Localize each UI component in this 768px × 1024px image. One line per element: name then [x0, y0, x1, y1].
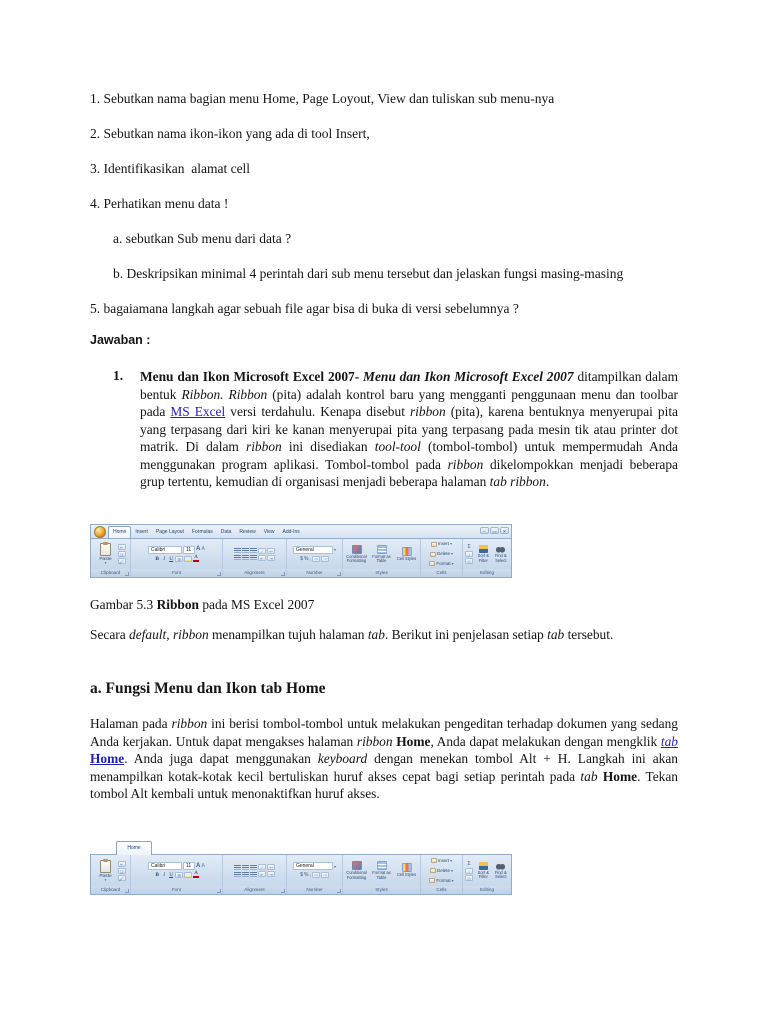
align-center-icon: [242, 555, 249, 560]
sort-filter-label: Sort & Filter: [477, 869, 489, 879]
text-run: Home: [602, 768, 638, 784]
styles-group: [343, 539, 421, 577]
shrink-font-icon: A: [201, 862, 205, 869]
align-bottom-icon: [250, 865, 257, 870]
document-hyperlink[interactable]: tab: [660, 733, 678, 749]
text-run: Ribbon: [156, 597, 199, 612]
clipboard-small-buttons: [118, 861, 126, 881]
find-select-icon: [496, 545, 505, 553]
delete-cells-button: [430, 866, 453, 875]
font-color-icon: A: [194, 554, 198, 560]
find-select-label: Find & Select: [494, 553, 507, 563]
home-tab-paragraph: [90, 715, 678, 803]
section-heading: a. Fungsi Menu dan Ikon tab Home: [90, 680, 326, 697]
tab-home: Home: [108, 526, 131, 538]
text-run: Halaman pada: [90, 716, 172, 731]
text-run: (pita), karena bentuknya menyerupai pita yang terpasang dari kiri ke kanan menyerupai pita yang terpasang pada mesin tik atau printer dot matrik. Di dalam: [140, 404, 678, 454]
chevron-down-icon: ▾: [451, 551, 454, 556]
fill-icon: ↓: [465, 868, 473, 874]
text-run: ditampilkan dalam bentuk: [140, 369, 678, 402]
cell-styles-label: Cell Styles: [396, 555, 417, 561]
alignment-group-label: Alignment: [223, 886, 286, 894]
ribbon-body: [90, 854, 512, 895]
orientation-icon: ⟋: [258, 864, 266, 870]
ribbon-intro-paragraph: [90, 626, 678, 644]
align-right-icon: [250, 555, 257, 560]
align-middle-icon: [242, 548, 249, 553]
editing-group: [463, 539, 511, 577]
clipboard-group-label: Clipboard: [91, 886, 130, 894]
alignment-group: [223, 855, 287, 894]
delete-cells-label: Delete: [436, 551, 450, 556]
fill-color-icon: [184, 872, 192, 878]
chevron-down-icon: ▾: [451, 560, 454, 566]
cell-styles-button: [395, 547, 418, 561]
merge-center-icon: ⇥: [267, 871, 275, 877]
decrease-indent-icon: ⇤: [258, 871, 266, 877]
cell-styles-icon: [402, 547, 412, 556]
alignment-group: [223, 539, 287, 577]
tab-insert: Insert: [135, 529, 148, 535]
figure-caption: [90, 597, 314, 613]
cut-icon: ✂: [118, 544, 126, 550]
paste-button: [96, 860, 116, 882]
format-as-table-icon: [377, 861, 387, 870]
tab-home: Home: [116, 841, 152, 855]
percent-icon: %: [303, 872, 309, 878]
conditional-formatting-icon: [352, 545, 362, 554]
format-cells-label: Format: [436, 560, 451, 566]
font-group: [131, 539, 223, 577]
sort-filter-button: [476, 862, 491, 880]
grow-font-icon: A: [196, 546, 201, 552]
clipboard-icon: [100, 543, 111, 556]
clipboard-small-buttons: [118, 544, 126, 564]
delete-cells-label: Delete: [436, 867, 450, 873]
text-run: (pita) adalah kontrol baru yang mengganti penggunaan menu dan toolbar pada: [140, 386, 679, 419]
find-select-label: Find & Select: [494, 869, 507, 879]
increase-decimal-icon: ⁺⁰: [312, 556, 320, 562]
align-middle-icon: [242, 865, 249, 870]
text-run: tab ribbon: [489, 474, 546, 489]
alignment-group-label: Alignment: [223, 569, 286, 577]
tab-formulas: Formulas: [191, 529, 213, 535]
format-as-table-button: [370, 545, 393, 564]
clipboard-group: [91, 855, 131, 894]
tab-add-ins: Add-Ins: [282, 529, 300, 535]
text-run: . Berikut ini penjelasan setiap: [384, 627, 548, 642]
text-run: , Anda dapat melakukan dengan mengklik: [430, 733, 661, 749]
underline-icon: U: [169, 872, 174, 878]
text-run: default,: [129, 627, 170, 642]
align-right-icon: [250, 872, 257, 877]
conditional-formatting-button: [345, 545, 368, 564]
question-2: 2. Sebutkan nama ikon-ikon yang ada di tool Insert,: [90, 126, 370, 141]
sort-filter-icon: [479, 862, 488, 870]
clear-icon: ◇: [465, 875, 473, 881]
copy-icon: ❏: [118, 551, 126, 557]
chevron-down-icon: ▾: [333, 863, 336, 869]
text-run: . Anda juga dapat menggunakan: [124, 751, 318, 767]
cells-group: [421, 539, 463, 577]
sort-filter-icon: [479, 545, 488, 553]
number-format-combo: General: [293, 546, 333, 554]
shrink-font-icon: A: [201, 546, 205, 552]
chevron-down-icon: ▾: [104, 877, 107, 882]
question-1: 1. Sebutkan nama bagian menu Home, Page Loyout, View dan tuliskan sub menu-nya: [90, 91, 555, 106]
styles-group-label: Styles: [343, 569, 420, 577]
decrease-decimal-icon: ⁻⁰: [321, 872, 329, 878]
format-as-table-icon: [377, 545, 387, 554]
number-group-label: Number: [287, 569, 342, 577]
find-select-icon: [496, 862, 505, 870]
format-cells-button: [429, 559, 453, 568]
paste-button: [96, 543, 116, 565]
answers-label: Jawaban :: [90, 333, 151, 347]
cell-styles-label: Cell Styles: [396, 872, 417, 878]
font-group-label: Font: [131, 569, 222, 577]
text-run: ribbon: [409, 404, 446, 419]
font-size-combo: 11: [183, 862, 195, 870]
copy-icon: ❏: [118, 868, 126, 874]
window-controls: [480, 527, 509, 534]
borders-icon: ⊞: [175, 872, 183, 878]
bold-icon: B: [155, 872, 160, 878]
insert-cells-label: Insert: [437, 857, 450, 863]
align-center-icon: [242, 872, 249, 877]
text-run: pada MS Excel 2007: [199, 597, 315, 612]
editing-group-label: Editing: [463, 886, 511, 894]
delete-cells-icon: [430, 868, 436, 873]
italic-icon: I: [163, 555, 166, 562]
orientation-icon: ⟋: [258, 548, 266, 554]
fill-icon: ↓: [465, 551, 473, 557]
font-name-combo: Calibri: [148, 546, 182, 554]
insert-cells-button: [431, 540, 452, 549]
font-group: [131, 855, 223, 894]
question-3: 3. Identifikasikan alamat cell: [90, 161, 251, 176]
ribbon-tab-strip: [90, 524, 512, 538]
text-run: keyboard: [317, 751, 368, 767]
text-run: tab: [367, 627, 385, 642]
editing-group-label: Editing: [463, 569, 511, 577]
excel-ribbon-screenshot-2: [90, 841, 512, 895]
conditional-formatting-label: Conditional Formatting: [346, 870, 367, 880]
cells-group: [421, 855, 463, 894]
format-cells-icon: [429, 878, 435, 883]
find-select-button: [493, 862, 509, 880]
cell-styles-icon: [402, 863, 412, 872]
font-group-label: Font: [131, 886, 222, 894]
comma-style-icon: ,: [309, 872, 311, 878]
wrap-text-icon: ↩: [267, 548, 275, 554]
clipboard-icon: [100, 860, 111, 873]
tab-view: View: [263, 529, 275, 535]
font-color-icon: A: [194, 871, 198, 876]
styles-group: [343, 855, 421, 894]
percent-icon: %: [303, 555, 309, 562]
cell-styles-button: [395, 863, 418, 877]
borders-icon: ⊞: [175, 556, 183, 562]
align-top-icon: [234, 548, 241, 553]
text-run: dengan menekan tombol Alt + H. Langkah ini akan menampilkan kotak-kotak kecil bertuliskan huruf akses cepat bagi setiap perintah pada: [90, 751, 678, 784]
number-group-label: Number: [287, 886, 342, 894]
text-run: tab: [547, 627, 565, 642]
document-hyperlink[interactable]: Home: [90, 751, 125, 767]
delete-cells-icon: [430, 552, 436, 557]
chevron-down-icon: ▾: [450, 541, 453, 547]
text-run: tersebut.: [564, 627, 614, 642]
text-run: ini disediakan: [281, 439, 375, 454]
document-hyperlink[interactable]: MS Excel: [170, 404, 226, 419]
font-name-combo: Calibri: [148, 862, 182, 870]
cells-group-label: Cells: [421, 886, 462, 894]
italic-icon: I: [163, 872, 166, 878]
insert-cells-icon: [431, 542, 437, 547]
text-run: dikelompokkan menjadi beberapa grup tertentu, kemudian di organisasi menjadi beberapa halaman: [140, 456, 678, 489]
text-run: Ribbon. Ribbon: [181, 386, 268, 402]
chevron-down-icon: ▾: [104, 561, 107, 565]
conditional-formatting-button: [345, 861, 368, 880]
insert-cells-label: Insert: [437, 541, 450, 547]
text-run: Menu dan Ikon Microsoft Excel 2007-: [140, 369, 364, 384]
text-run: Secara: [90, 627, 130, 642]
bold-icon: B: [155, 555, 160, 562]
comma-style-icon: ,: [309, 555, 311, 562]
text-run: ribbon: [172, 627, 209, 642]
question-4b: b. Deskripsikan minimal 4 perintah dari sub menu tersebut dan jelaskan fungsi masing-masing: [113, 266, 624, 281]
format-cells-icon: [429, 561, 435, 566]
conditional-formatting-icon: [352, 861, 362, 870]
conditional-formatting-label: Conditional Formatting: [346, 553, 367, 563]
format-cells-button: [429, 876, 453, 885]
chevron-down-icon: ▾: [451, 867, 454, 873]
cells-group-label: Cells: [421, 569, 462, 577]
number-format-combo: General: [293, 862, 333, 870]
underline-icon: U: [169, 555, 174, 562]
text-run: (tombol-tombol) untuk mempermudah Anda menggunakan program aplikasi. Tombol-tombol pada: [140, 439, 678, 472]
insert-cells-button: [431, 856, 452, 865]
number-group: [287, 539, 343, 577]
ribbon-body: [90, 538, 512, 578]
minimize-icon: –: [480, 527, 489, 534]
sort-filter-label: Sort & Filter: [477, 553, 489, 563]
align-bottom-icon: [250, 548, 257, 553]
format-as-table-label: Format as Table: [372, 870, 391, 880]
autosum-icon: Σ: [467, 860, 471, 867]
format-as-table-button: [370, 861, 393, 880]
paste-label: Paste: [99, 873, 112, 879]
question-5: 5. bagaiamana langkah agar sebuah file agar bisa di buka di versi sebelumnya ?: [90, 301, 519, 316]
office-button-icon: [94, 526, 106, 538]
clipboard-group: [91, 539, 131, 577]
tab-page-layout: Page Layout: [155, 529, 184, 535]
restore-icon: ▭: [490, 527, 499, 534]
question-4: 4. Perhatikan menu data !: [90, 196, 229, 211]
text-run: tab: [580, 768, 598, 784]
decrease-indent-icon: ⇤: [258, 555, 266, 561]
text-run: ribbon: [447, 456, 484, 472]
tab-data: Data: [220, 529, 232, 535]
text-run: . Tekan tombol Alt kembali untuk menonaktifkan huruf akses.: [90, 768, 678, 802]
autosum-icon: Σ: [467, 544, 471, 550]
increase-decimal-icon: ⁺⁰: [312, 872, 320, 878]
decrease-decimal-icon: ⁻⁰: [321, 556, 329, 562]
cut-icon: ✂: [118, 861, 126, 867]
format-cells-label: Format: [436, 877, 451, 883]
text-run: Menu dan Ikon Microsoft Excel 2007: [363, 369, 574, 384]
close-icon: ✕: [500, 527, 509, 534]
align-left-icon: [234, 555, 241, 560]
currency-icon: $: [300, 872, 303, 878]
text-run: ribbon: [171, 716, 208, 731]
editing-group: [463, 855, 511, 894]
wrap-text-icon: ↩: [267, 864, 275, 870]
fill-color-icon: [184, 556, 192, 562]
text-run: Home: [396, 733, 431, 749]
question-4a: a. sebutkan Sub menu dari data ?: [113, 231, 292, 246]
text-run: ini berisi tombol-tombol untuk melakukan pengeditan terhadap dokumen yang sedang Anda kerjakan. Untuk dapat mengakses halaman: [90, 716, 678, 749]
text-run: ribbon: [356, 733, 393, 749]
text-run: .: [545, 474, 550, 489]
styles-group-label: Styles: [343, 886, 420, 894]
chevron-down-icon: ▾: [450, 857, 453, 863]
tab-review: Review: [239, 529, 256, 535]
align-top-icon: [234, 865, 241, 870]
clear-icon: ◇: [465, 558, 473, 564]
chevron-down-icon: ▾: [451, 877, 454, 883]
answer-item-number: 1.: [113, 368, 124, 383]
delete-cells-button: [430, 550, 453, 559]
text-run: tool-tool: [374, 439, 421, 454]
excel-ribbon-screenshot-1: [90, 524, 512, 578]
sort-filter-button: [476, 545, 491, 563]
currency-icon: $: [300, 555, 303, 562]
paste-label: Paste: [99, 557, 112, 562]
text-run: Gambar 5.3: [90, 597, 157, 612]
clipboard-group-label: Clipboard: [91, 569, 130, 577]
chevron-down-icon: ▾: [333, 547, 336, 552]
number-group: [287, 855, 343, 894]
find-select-button: [493, 545, 509, 563]
answer-paragraph: [140, 368, 678, 491]
text-run: ribbon: [246, 439, 282, 454]
insert-cells-icon: [431, 858, 437, 863]
font-size-combo: 11: [183, 546, 195, 554]
format-painter-icon: 🖌: [118, 875, 125, 881]
text-run: menampilkan tujuh halaman: [208, 627, 368, 642]
format-as-table-label: Format as Table: [372, 553, 391, 563]
merge-center-icon: ⇥: [267, 555, 275, 561]
format-painter-icon: 🖌: [118, 559, 125, 564]
text-run: versi terdahulu. Kenapa disebut: [225, 404, 410, 419]
grow-font-icon: A: [196, 862, 201, 869]
align-left-icon: [234, 872, 241, 877]
